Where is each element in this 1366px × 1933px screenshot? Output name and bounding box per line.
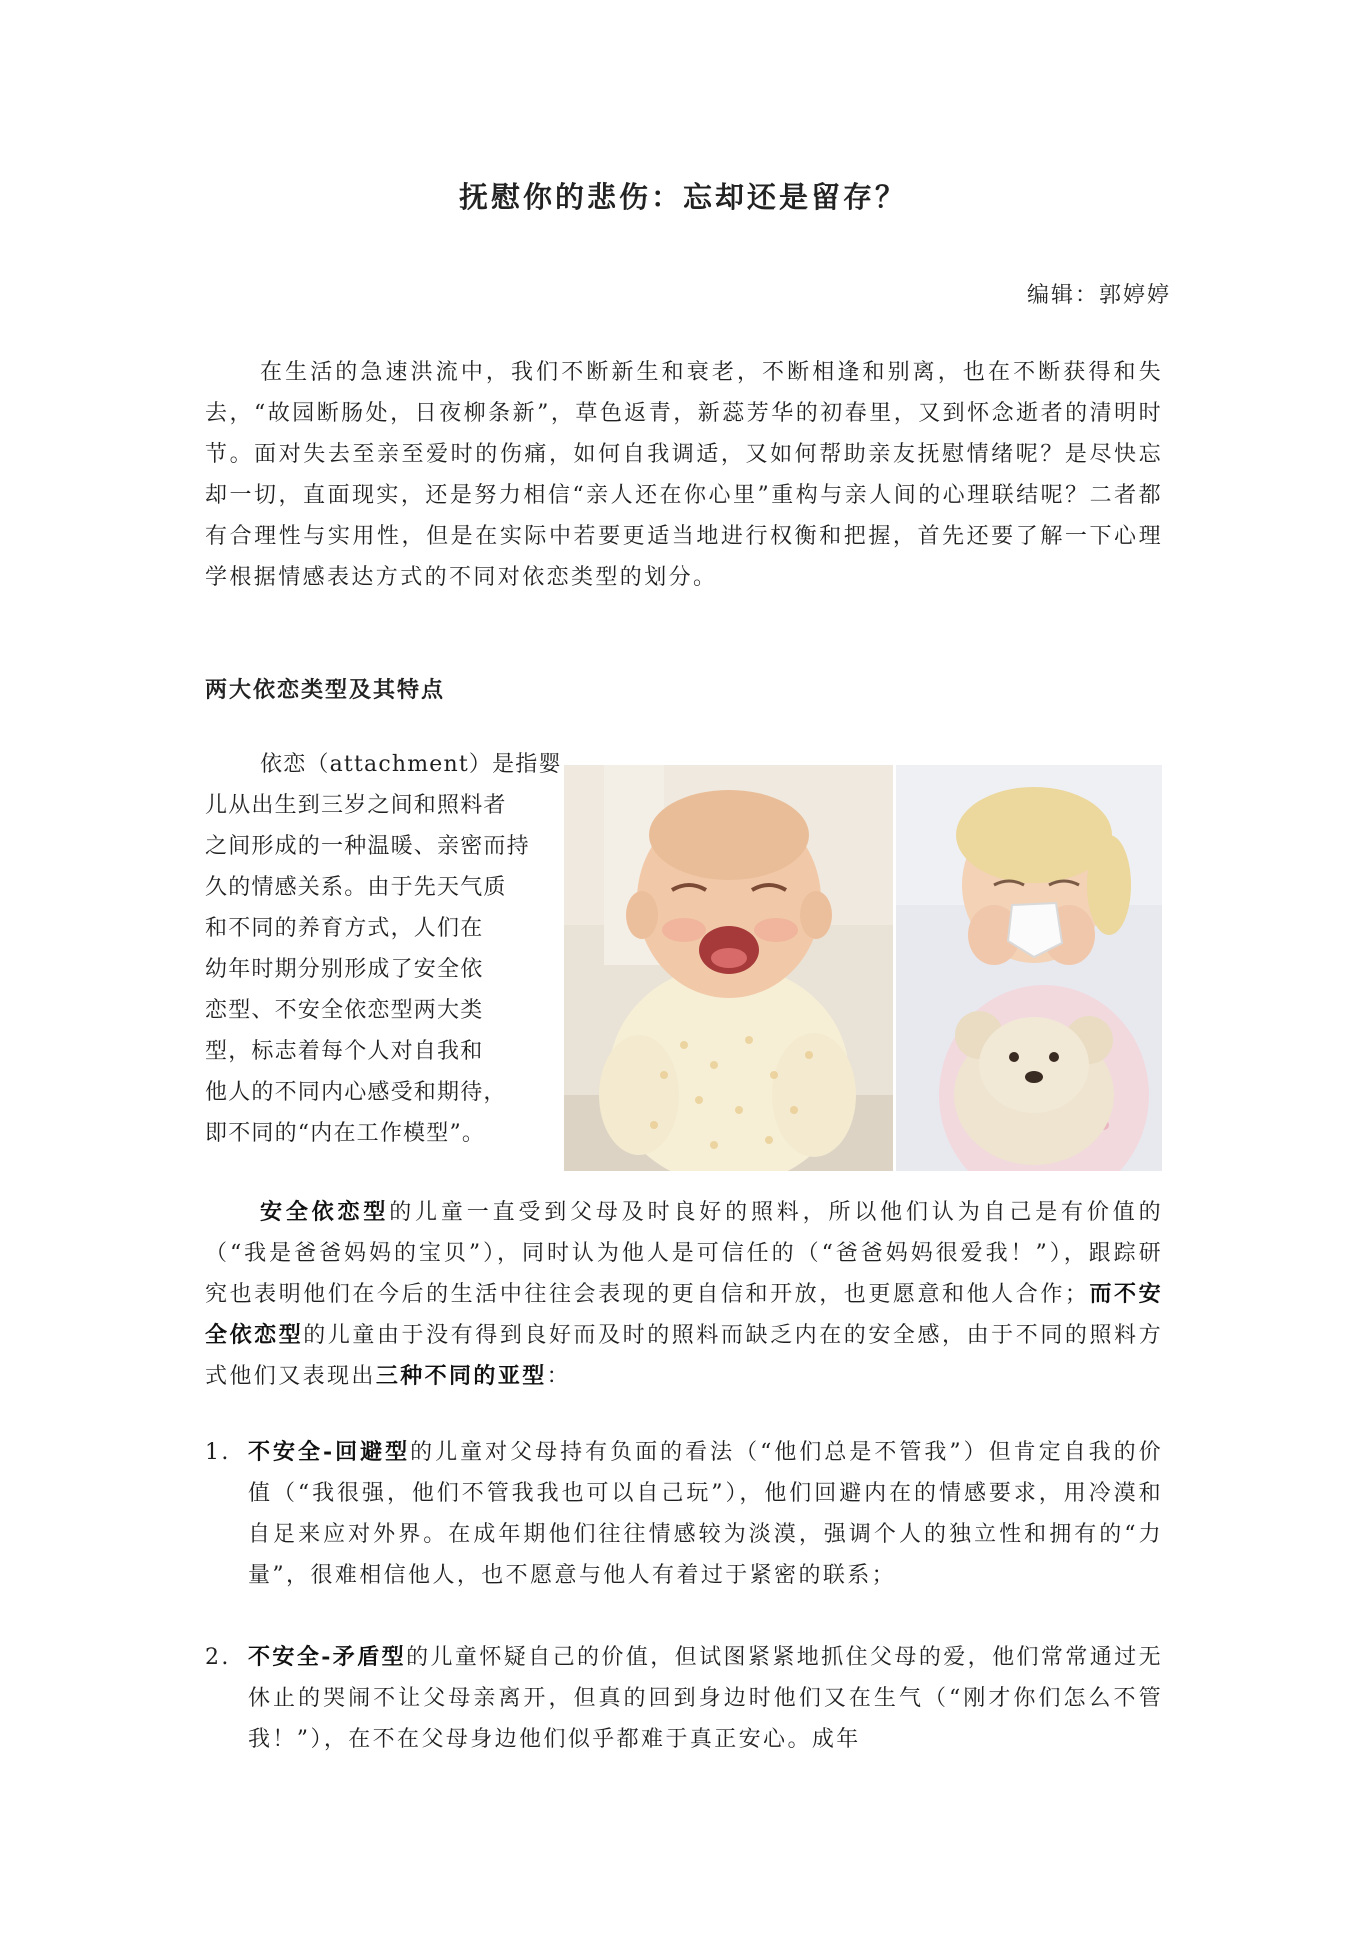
subtypes-term: 三种不同的亚型 [375,1363,547,1389]
intro-paragraph: 在生活的急速洪流中，我们不断新生和衰老，不断相逢和别离，也在不断获得和失去，“故园断肠处，日夜柳条新”，草色返青，新蕊芳华的初春里，又到怀念逝者的清明时节。面对失去至亲至爱时的伤痛，如何自我调适，又如何帮助亲友抚慰情绪呢？是尽快忘却一切，直面现实，还是努力相信“亲人还在你心里”重构与亲人间的心理联结呢？二者都有合理性与实用性，但是在实际中若要更适当地进行权衡和把握，首先还要了解一下心理学根据情感表达方式的不同对依恋类型的划分。 [205,360,1163,590]
attachment-line: 恋型、不安全依恋型两大类 [205,998,484,1023]
list-item-body [248,1637,1163,1760]
editor-credit: 编辑：郭婷婷 [1026,283,1171,308]
insecure-type-term: 而不安全依恋型 [205,1281,1164,1348]
attachment-definition [205,744,562,1154]
page-title: 抚慰你的悲伤：忘却还是留存？ [458,180,907,214]
secure-attachment-paragraph [205,1192,1163,1397]
ambivalent-type-text: 的儿童怀疑自己的价值，但试图紧紧地抓住父母的爱，他们常常通过无休止的哭闹不让父母亲离开，但真的回到身边时他们又在生气（“刚才你们怎么不管我！”），在不在父母身边他们似乎都难于真正安心。成年 [248,1645,1163,1752]
avoidant-type-term: 不安全-回避型 [248,1439,411,1465]
photo-illustration [564,765,1162,1171]
list-item-body [248,1432,1163,1596]
attachment-line: 儿从出生到三岁之间和照料者 [205,793,507,818]
list-item [205,1637,1163,1760]
attachment-line: 依恋（attachment）是指婴 [260,752,562,777]
list-number: 1. [205,1440,231,1465]
attachment-line: 即不同的“内在工作模型”。 [205,1121,486,1146]
crying-children-photo [564,765,1162,1171]
section-heading: 两大依恋类型及其特点 [205,677,446,703]
attachment-line: 之间形成的一种温暖、亲密而持 [205,834,530,859]
secure-type-text: 的儿童一直受到父母及时良好的照料，所以他们认为自己是有价值的（“我是爸爸妈妈的宝贝”），同时认为他人是可信任的（“爸爸妈妈很爱我！”），跟踪研究也表明他们在今后的生活中往往会表现的更自信和开放，也更愿意和他人合作； [205,1200,1163,1307]
list-number: 2. [205,1645,231,1670]
avoidant-type-text: 的儿童对父母持有负面的看法（“他们总是不管我”）但肯定自我的价值（“我很强，他们不管我我也可以自己玩”），他们回避内在的情感要求，用冷漠和自足来应对外界。在成年期他们往往情感较为淡漠，强调个人的独立性和拥有的“力量”，很难相信他人，也不愿意与他人有着过于紧密的联系； [248,1440,1163,1588]
attachment-line: 型，标志着每个人对自我和 [205,1039,484,1064]
attachment-line: 久的情感关系。由于先天气质 [205,875,507,900]
attachment-line: 他人的不同内心感受和期待， [205,1080,507,1105]
ambivalent-type-term: 不安全-矛盾型 [248,1644,407,1670]
attachment-line: 和不同的养育方式，人们在 [205,916,484,941]
subtypes-colon: ： [546,1364,572,1389]
attachment-line: 幼年时期分别形成了安全依 [205,957,484,982]
secure-type-term: 安全依恋型 [260,1199,390,1225]
list-item [205,1432,1163,1596]
insecure-type-text: 的儿童由于没有得到良好而及时的照料而缺乏内在的安全感，由于不同的照料方式他们又表现出 [205,1323,1163,1389]
